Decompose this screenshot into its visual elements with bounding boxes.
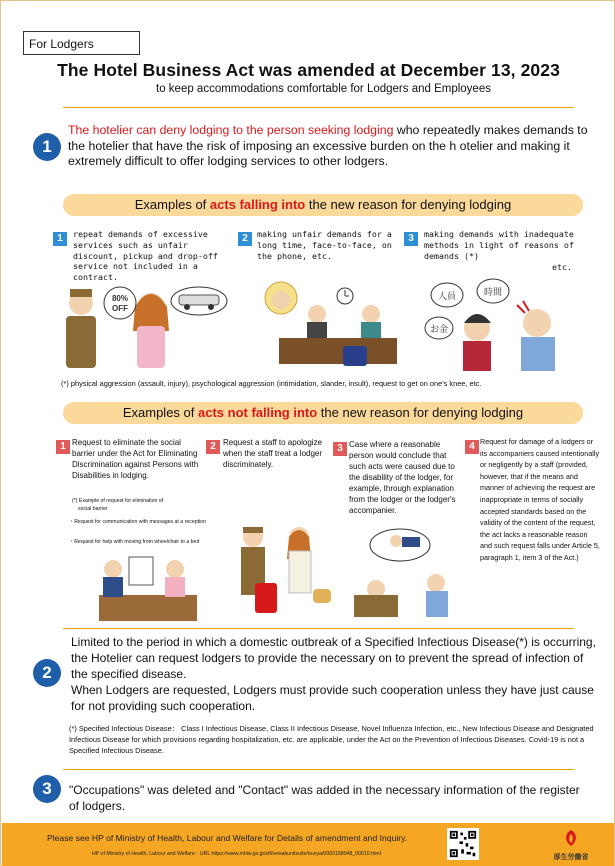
footer-inquiry: Please see HP of Ministry of Health, Labour and Welfare for Details of amendment and Inquiry.	[47, 833, 408, 843]
mhlw-logo-text: 厚生労働省	[553, 854, 589, 861]
heading-emphasis: acts falling into	[209, 197, 306, 212]
disability-illustration	[346, 523, 456, 621]
not-falling-item-1-note-b: social barrier	[78, 506, 108, 512]
section-2-para-2: When Lodgers are requested, Lodgers must provide such cooperation unless they have just cause for not providing such cooperation.	[71, 683, 594, 713]
falling-item-3-suffix: etc.	[552, 262, 572, 272]
falling-item-1-text: repeat demands of excessive services such as unfair discount, pickup and drop-off service not included in a contract.	[73, 229, 218, 283]
not-falling-item-1-number: 1	[56, 440, 70, 454]
inadequate-method-illustration	[419, 273, 579, 373]
falling-item-1-number: 1	[53, 232, 67, 246]
falling-into-footnote: (*) physical aggression (assault, injury), psychological aggression (intimidation, slander, insult), request to get on one's knee, etc.	[61, 379, 482, 388]
divider	[63, 628, 574, 629]
not-falling-item-1-note-a: (*) Example of request for elimination of	[72, 498, 164, 504]
footer	[2, 823, 614, 866]
long-demand-illustration	[259, 276, 399, 371]
not-falling-item-2-text: Request a staff to apologize when the staff treat a lodger discriminately.	[223, 438, 323, 469]
audience-label: For Lodgers	[23, 31, 140, 55]
mhlw-logo	[551, 829, 591, 863]
section-1-rest: who repeatedly makes demands to the hotelier that have the risk of imposing an excessive burden on the h otelier and making it extremely difficult to offer lodging services to other lodgers.	[68, 123, 588, 168]
heading-emphasis: acts not falling into	[198, 405, 318, 420]
section-3-text: "Occupations" was deleted and "Contact" was added in the necessary information of the register of lodgers.	[69, 783, 580, 813]
sign-80: 80%	[111, 294, 129, 303]
section-2-footnote: (*) Specified Infectious Disease： Class I Infectious Disease, Class II Infectious Disease, Novel Influenza Infection, etc., New Infectious Disease and Designated Infectious Disease for which provisions regarding hospitalization, etc. are applicable, under the Act on the Prevention of Infectious Diseases. Covid-19 is not a Specified Infectious Disease.	[69, 724, 594, 755]
page-title: The Hotel Business Act was amended at December 13, 2023	[57, 60, 560, 80]
not-falling-item-1-note-c: ・Request for communication with messages at a reception	[69, 519, 206, 525]
bubble-staff: 人員	[437, 291, 457, 301]
excessive-demand-illustration	[61, 281, 231, 371]
section-1-emphasis: The hotelier can deny lodging to the person seeking lodging	[68, 123, 394, 137]
falling-item-2-number: 2	[238, 232, 252, 246]
sign-off: OFF	[112, 304, 128, 313]
bubble-money: お金	[429, 324, 449, 334]
not-falling-item-1-note-d: ・Request for help with moving from wheelchair to a bed	[69, 539, 200, 545]
falling-item-3-text: making demands with inadequate methods in light of reasons of demands (*)	[424, 229, 574, 261]
heading-prefix: Examples of	[134, 197, 210, 212]
section-2-number: 2	[33, 659, 61, 687]
not-falling-item-2-number: 2	[206, 440, 220, 454]
falling-into-heading	[63, 194, 583, 216]
qr-code-icon[interactable]	[447, 828, 479, 860]
not-falling-item-3-text: Case where a reasonable person would conclude that such acts were caused due to the disability of the lodger, for example, through explanation from the lodger or the lodger's accompanier.	[349, 440, 456, 515]
not-falling-item-3-number: 3	[333, 442, 347, 456]
divider	[63, 769, 574, 770]
section-3-number: 3	[33, 775, 61, 803]
section-1-text	[68, 123, 598, 170]
reception-illustration	[99, 547, 199, 621]
page-subtitle: to keep accommodations comfortable for Lodgers and Employees	[156, 83, 491, 95]
section-2-text	[71, 634, 596, 714]
mhlw-logo-icon	[561, 829, 581, 847]
not-falling-into-heading	[63, 402, 583, 424]
heading-suffix: the new reason for denying lodging	[305, 197, 512, 212]
apology-illustration	[233, 523, 333, 621]
section-2-para-1: Limited to the period in which a domestic outbreak of a Specified Infectious Disease(*) is occurring, the Hotelier can request lodgers to provide the necessary on to prevent the spread of infection of the specified disease.	[71, 635, 596, 681]
falling-item-3-number: 3	[404, 232, 418, 246]
heading-suffix: the new reason for denying lodging	[317, 405, 524, 420]
not-falling-item-4-text: Request for damage of a lodgers or its accompaniers caused intentionally or negligently by a staff (provided, however, that if the means and manner of achieving the request are inappropriate in terms of socially accepted standards based on the validity of the content of the request, the act lacks a reasonable reason and such request falls under Article 5, paragraph 1, item 3 of the Act.)	[480, 437, 600, 562]
not-falling-item-1-text: Request to eliminate the social barrier under the Act for Eliminating Discrimination against Persons with Disabilities in lodging.	[72, 438, 199, 480]
section-1-number: 1	[33, 133, 61, 161]
not-falling-item-4-number: 4	[465, 440, 479, 454]
bubble-time: 時間	[483, 287, 503, 297]
falling-item-2-text: making unfair demands for a long time, face-to-face, on the phone, etc.	[257, 229, 392, 261]
heading-prefix: Examples of	[122, 405, 198, 420]
divider	[63, 107, 574, 108]
footer-url[interactable]: HP of Ministry of Health, Labour and Welfare：URL https://www.mhlw.go.jp/stf/seisakunitsuite/bunya/0000188048_00010.html	[92, 851, 381, 857]
